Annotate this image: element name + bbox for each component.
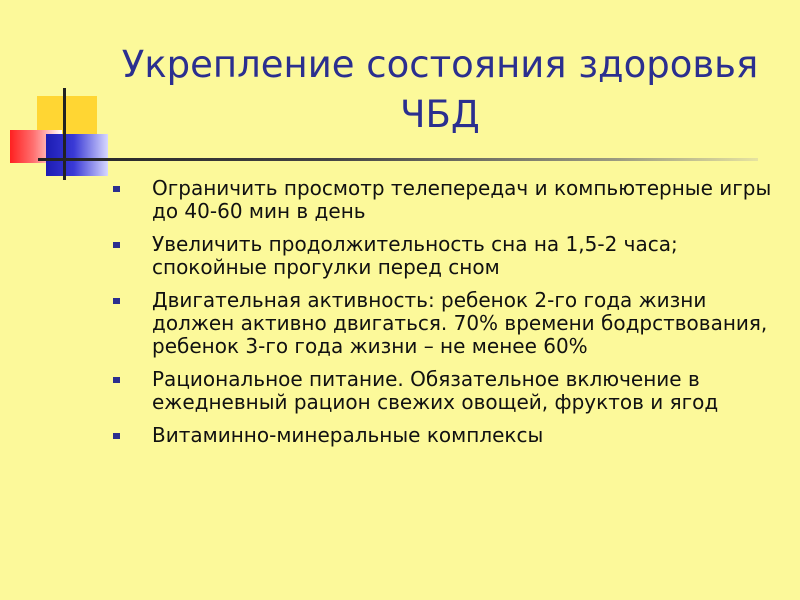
blue-square-decoration [46,134,108,176]
bullet-text: Рациональное питание. Обязательное включение в ежедневный рацион свежих овощей, фруктов и ягод [152,367,719,414]
bullet-marker-icon [113,298,120,304]
bullet-item [110,177,790,223]
bullet-text: Ограничить просмотр телепередач и компьютерные игры до 40-60 мин в день [152,176,772,223]
bullet-item [110,289,790,358]
bullet-text: Двигательная активность: ребенок 2-го года жизни должен активно двигаться. 70% времени бодрствования, ребенок 3-го года жизни – не менее 60% [152,288,768,358]
bullet-marker-icon [113,377,120,383]
title-underline [38,158,758,161]
bullet-marker-icon [113,242,120,248]
bullet-text: Витаминно-минеральные комплексы [152,423,544,447]
slide-title [100,40,780,140]
vertical-line-decoration [63,88,66,180]
bullet-marker-icon [113,433,120,439]
bullet-list [110,177,790,457]
title-line-2: ЧБД [400,93,480,136]
bullet-item [110,368,790,414]
title-line-1: Укрепление состояния здоровья [121,43,759,86]
bullet-marker-icon [113,186,120,192]
bullet-text: Увеличить продолжительность сна на 1,5-2 часа; спокойные прогулки перед сном [152,232,678,279]
bullet-item [110,424,790,447]
bullet-item [110,233,790,279]
